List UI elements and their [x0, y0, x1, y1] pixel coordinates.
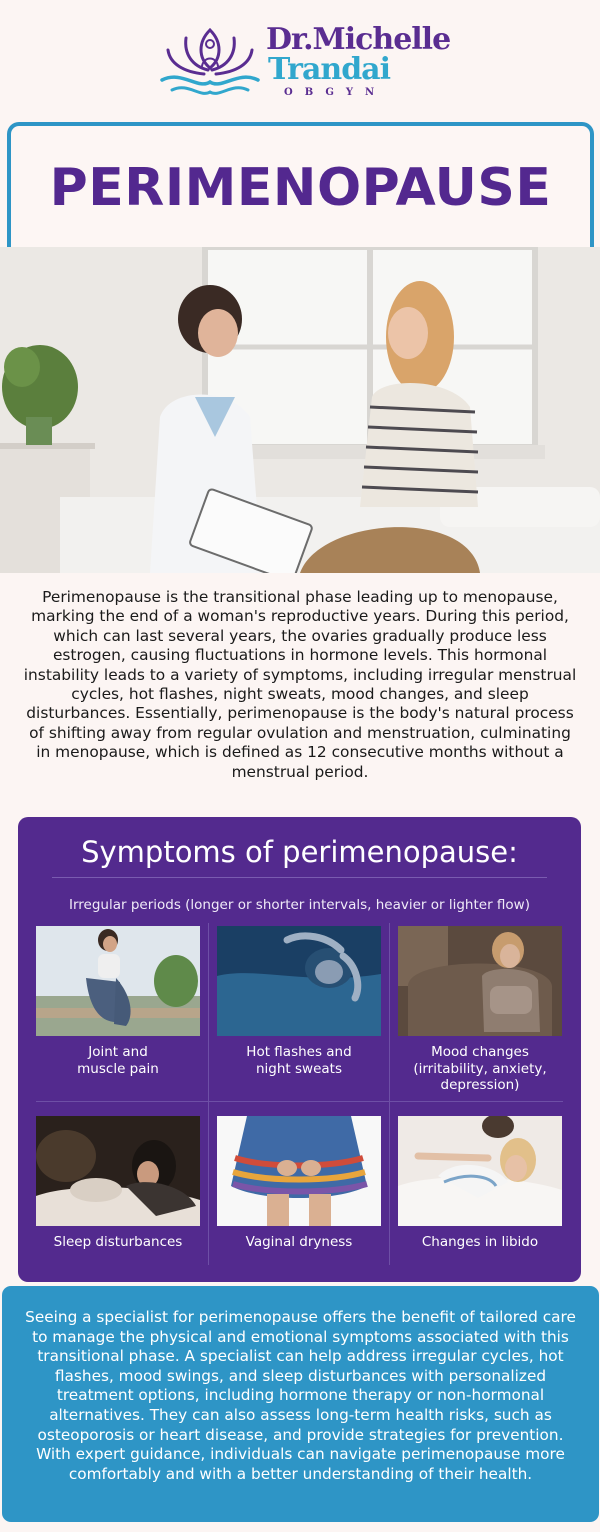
intro-paragraph: Perimenopause is the transitional phase leading up to menopause, marking the end of a woman's reproductive years. During this period, which can last several years, the ovaries gradually produce less estrogen, causing fluctuations in hormone levels. This hormonal instability leads to a variety of symptoms, including irregular menstrual cycles, hot flashes, night sweats, mood changes, and sleep disturbances. Essentially, perimenopause is the body's natural process of shifting away from regular ovulation and menstruation, culminating in menopause, which is defined as 12 consecutive months without a menstrual period.: [23, 588, 577, 781]
title-box: [7, 122, 594, 262]
heading-divider: [52, 877, 547, 878]
lotus-meditation-icon: [158, 24, 262, 102]
symptom-label: Mood changes (irritability, anxiety, depression): [413, 1044, 547, 1093]
symptom-label: Hot flashes and night sweats: [246, 1044, 352, 1077]
mood-changes-photo: [398, 926, 562, 1036]
symptom-label: Changes in libido: [421, 1234, 539, 1250]
symptom-card-mood-changes: [398, 926, 562, 1094]
page-title: PERIMENOPAUSE: [49, 158, 552, 218]
libido-photo: [398, 1116, 562, 1226]
specialist-paragraph: Seeing a specialist for perimenopause offers the benefit of tailored care to manage the physical and emotional symptoms associated with this transitional phase. A specialist can help address irregular cycles, hot flashes, mood swings, and sleep disturbances with personalized treatment options, including hormone therapy or non-hormonal alternatives. They can also assess long-term health risks, such as osteoporosis or heart disease, and provide strategies for prevention. With expert guidance, individuals can navigate perimenopause more comfortably and with a better understanding of their health.: [25, 1308, 576, 1483]
symptom-label: Vaginal dryness: [245, 1234, 353, 1250]
symptom-card-vaginal-dryness: [217, 1116, 381, 1251]
symptom-label: Joint and muscle pain: [77, 1044, 159, 1077]
symptom-card-libido: [398, 1116, 562, 1251]
specialist-panel: [2, 1286, 599, 1522]
symptoms-heading: Symptoms of perimenopause:: [81, 835, 518, 869]
symptoms-panel: [18, 817, 581, 1282]
logo-name: Dr.Michelle: [266, 22, 451, 57]
irregular-periods-text: Irregular periods (longer or shorter intervals, heavier or lighter flow): [68, 897, 530, 913]
consultation-photo: [0, 247, 600, 573]
hot-flashes-photo: [217, 926, 381, 1036]
symptom-card-sleep-disturbances: [36, 1116, 200, 1251]
grid-divider: [208, 923, 209, 1265]
doctor-patient-illustration: [0, 247, 600, 573]
sleep-disturbances-photo: [36, 1116, 200, 1226]
grid-divider: [389, 923, 390, 1265]
logo-specialty: OBGYN: [284, 87, 387, 98]
joint-pain-photo: [36, 926, 200, 1036]
logo[interactable]: [150, 20, 450, 106]
vaginal-dryness-photo: [217, 1116, 381, 1226]
symptom-card-joint-pain: [36, 926, 200, 1077]
symptom-label: Sleep disturbances: [53, 1234, 183, 1250]
grid-divider: [36, 1101, 563, 1102]
symptom-card-hot-flashes: [217, 926, 381, 1077]
logo-surname: Trandai: [268, 52, 391, 87]
